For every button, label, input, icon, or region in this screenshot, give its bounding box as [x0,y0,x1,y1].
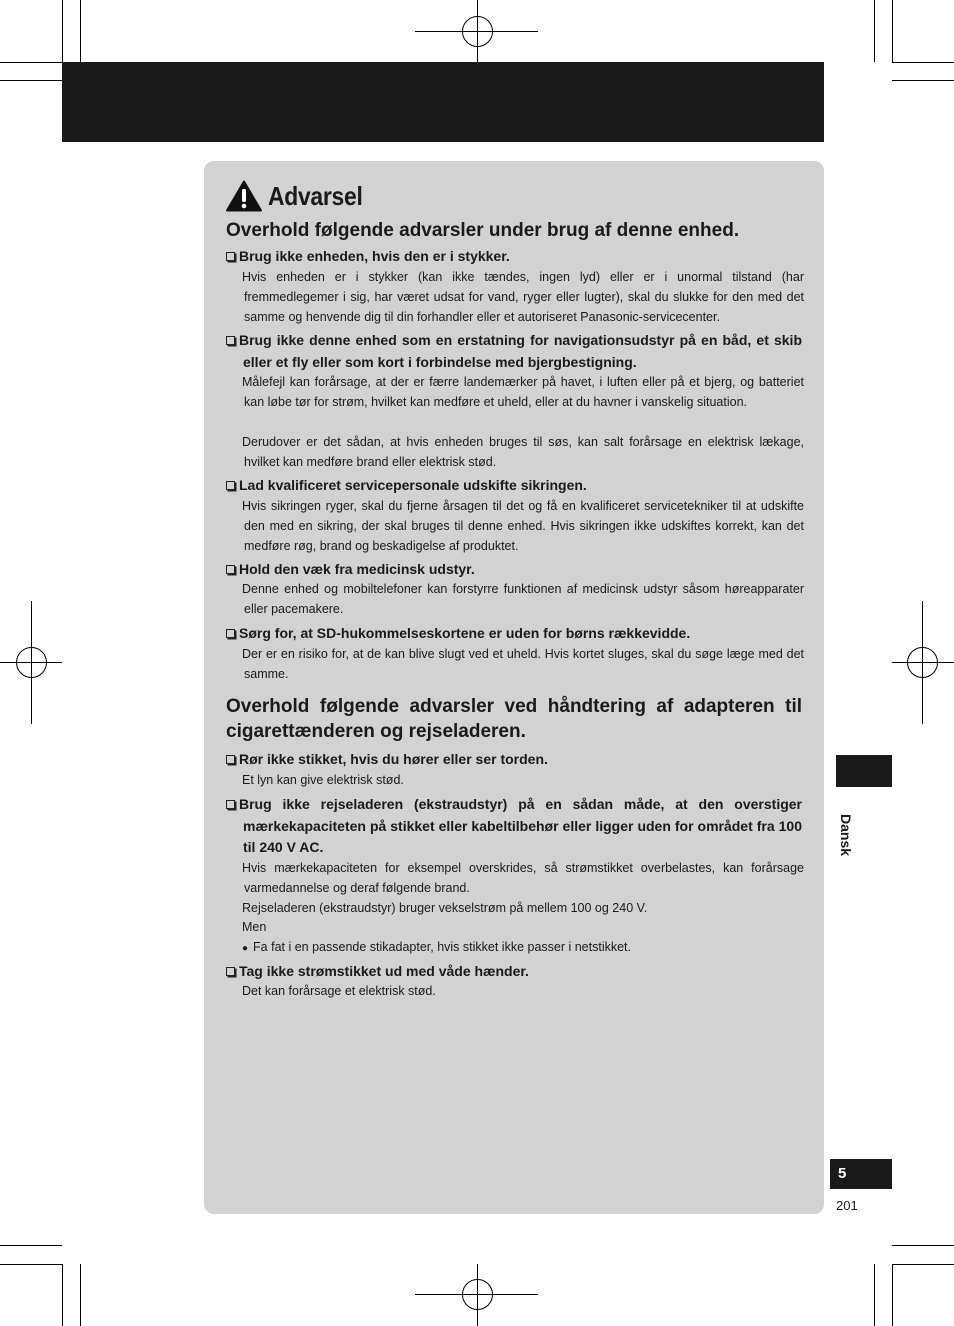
item-text: Der er en risiko for, at de kan blive slugt ved et uheld. Hvis kortet sluges, skal du søge læge med det samme. [242,647,804,681]
item-text: Målefejl kan forårsage, at der er færre landemærker på havet, i luften eller på et bjerg, og batteriet kan løbe tør for strøm, hvilket kan medføre et uheld, eller at du havner i vanskelig situation. [242,375,804,409]
item-text: Denne enhed og mobiltelefoner kan forstyrre funktionen af medicinsk udstyr såsom høreapparater eller pacemakere. [242,582,804,616]
item-heading: Brug ikke denne enhed som en erstatning for navigationsudstyr på en båd, et skib eller et fly eller som kort i forbindelse med bjergbestigning. [226,330,802,373]
crop-mark [874,1264,875,1326]
crop-mark [892,1245,954,1246]
item-text: Hvis enheden er i stykker (kan ikke tændes, ingen lyd) eller er i unormal tilstand (har fremmedlegemer i sig, har været udsat for vand, ryger eller lugter), skal du slukke for den med det samme og henvende dig til din forhandler eller et autoriseret Panasonic-servicecenter. [242,270,804,324]
checkbox-bullet-icon [226,565,235,574]
registration-mark [907,647,938,678]
chapter-number: 5 [830,1159,892,1189]
item-text: Derudover er det sådan, at hvis enheden bruges til søs, kan salt forårsage en elektrisk lækage, hvilket kan medføre brand eller elektrisk stød. [242,435,804,469]
item-text: Hvis sikringen ryger, skal du fjerne årsagen til det og få en kvalificeret servicetekniker til at udskifte den med en sikring, der skal bruges til denne enhed. Hvis sikringen ikke udskiftes korrekt, kan det medføre røg, brand og beskadigelse af produktet. [242,499,804,553]
registration-mark [462,16,493,47]
checkbox-bullet-icon [226,967,235,976]
item-heading: Brug ikke enheden, hvis den er i stykker. [226,246,802,268]
item-text: Det kan forårsage et elektrisk stød. [242,984,436,998]
crop-mark [80,1264,81,1326]
checkbox-bullet-icon [226,800,235,809]
registration-mark [462,1279,493,1310]
crop-mark [0,80,62,81]
item-heading: Sørg for, at SD-hukommelseskortene er uden for børns rækkevidde. [226,623,802,645]
checkbox-bullet-icon [226,336,235,345]
dot-bullet-icon: ● [242,943,249,954]
crop-mark [892,62,954,63]
item-heading: Tag ikke strømstikket ud med våde hænder. [226,961,802,983]
crop-mark [874,0,875,62]
warning-title [226,178,375,214]
crop-mark [0,62,62,63]
crop-mark [892,1264,954,1265]
item-heading: Brug ikke rejseladeren (ekstraudstyr) på en sådan måde, at den overstiger mærkekapaciteten på stikket eller kabeltilbehør eller ligger uden for området fra 100 til 240 V AC. [226,794,802,859]
crop-mark [892,1264,893,1326]
language-label: Dansk [838,814,854,857]
checkbox-bullet-icon [226,629,235,638]
header-bar [62,62,824,142]
item-text: Rejseladeren (ekstraudstyr) bruger vekselstrøm på mellem 100 og 240 V. [242,901,648,915]
crop-mark [62,1264,63,1326]
registration-mark [16,647,47,678]
crop-mark [892,0,893,62]
warning-triangle-icon [226,180,262,212]
crop-mark [0,1264,62,1265]
checkbox-bullet-icon [226,481,235,490]
item-text: Hvis mærkekapaciteten for eksempel overskrides, så strømstikket overbelastes, kan forårsage varmedannelse og deraf følgende brand. [242,861,804,895]
section-heading: Overhold følgende advarsler ved håndtering af adapteren til cigarettænderen og rejseladeren. [226,696,802,742]
page-number: 201 [836,1198,858,1213]
item-text: Men [242,920,267,934]
crop-mark [0,1245,62,1246]
checkbox-bullet-icon [226,252,235,261]
crop-mark [62,0,63,62]
item-heading: Lad kvalificeret servicepersonale udskifte sikringen. [226,475,802,497]
item-heading: Rør ikke stikket, hvis du hører eller ser torden. [226,749,802,771]
crop-mark [892,80,954,81]
page-title: Advarsel [268,180,363,211]
language-tab [836,755,892,787]
item-heading: Hold den væk fra medicinsk udstyr. [226,559,802,581]
checkbox-bullet-icon [226,755,235,764]
crop-mark [80,0,81,62]
section-heading: Overhold følgende advarsler under brug af denne enhed. [226,220,740,241]
bullet-item: ● Fa fat i en passende stikadapter, hvis stikket ikke passer i netstikket. [242,940,632,954]
item-text: Et lyn kan give elektrisk stød. [242,773,404,787]
